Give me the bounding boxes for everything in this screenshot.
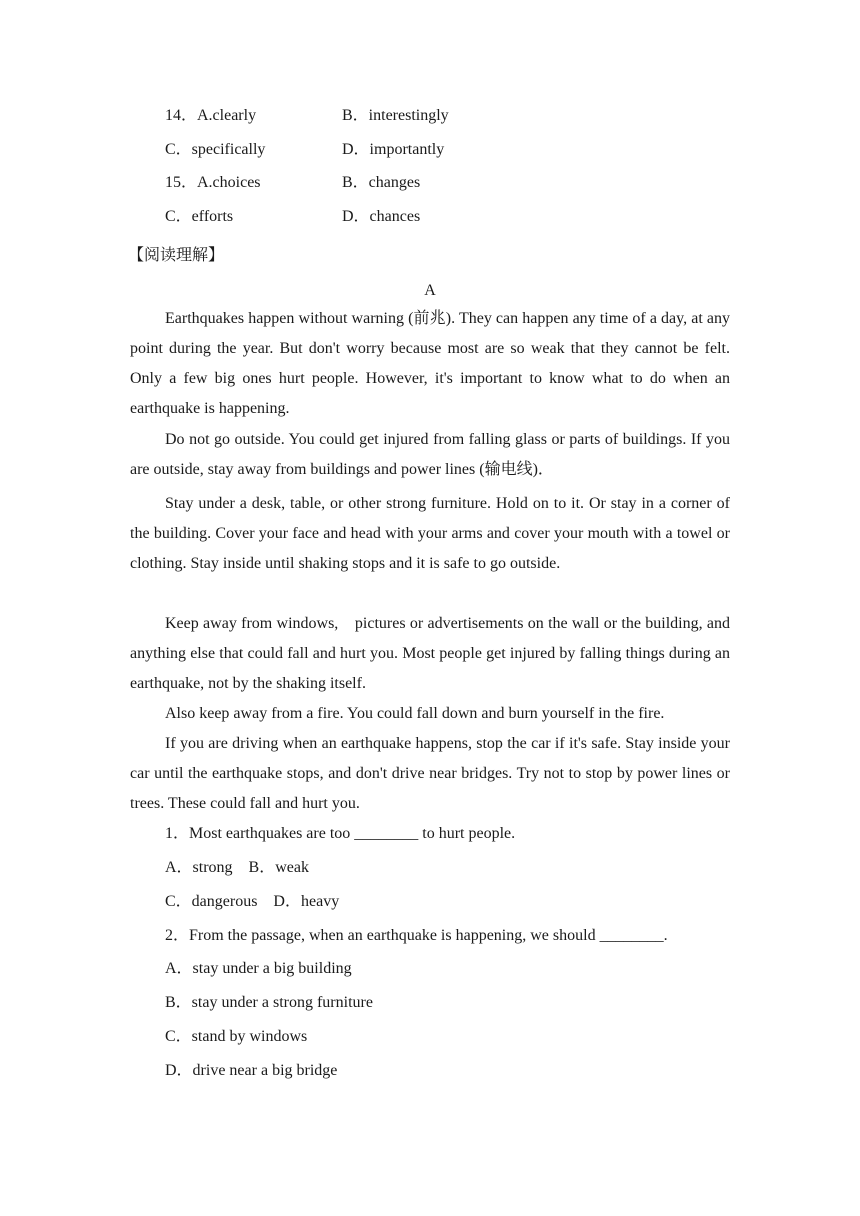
question-option: C．stand by windows: [165, 1028, 308, 1045]
paragraph: Also keep away from a fire. You could fall down and burn yourself in the fire.: [165, 705, 665, 722]
option-row: [165, 105, 449, 127]
section-heading: 【阅读理解】: [128, 247, 225, 264]
question-options: A．strong B．weak: [165, 859, 309, 876]
passage-title: A: [424, 282, 436, 299]
option-c: C．efforts: [165, 208, 234, 225]
paragraph: Keep away from windows, pictures or advertisements on the wall or the building, and anything else that could fall and hurt you. Most people get injured by falling things during an earthquake, not by the shaking itself.: [130, 615, 730, 692]
paragraph: Stay under a desk, table, or other strong furniture. Hold on to it. Or stay in a corner of the building. Cover your face and head with your arms and cover your mouth with a towel or clothing. Stay inside until shaking stops and it is safe to go outside.: [130, 495, 730, 572]
question-stem: 2．From the passage, when an earthquake is happening, we should ________.: [165, 927, 668, 944]
option-b: B．interestingly: [342, 107, 449, 124]
option-d: D．chances: [342, 208, 421, 225]
question-option: A．stay under a big building: [165, 960, 352, 977]
paragraph: If you are driving when an earthquake happens, stop the car if it's safe. Stay inside your car until the earthquake stops, and don't drive near bridges. Try not to stop by power lines or trees. These could fall and hurt you.: [130, 735, 730, 812]
option-d: D．importantly: [342, 141, 445, 158]
question-option: D．drive near a big bridge: [165, 1062, 338, 1079]
question-option: B．stay under a strong furniture: [165, 994, 373, 1011]
option-c: C．specifically: [165, 141, 266, 158]
question-stem: 1．Most earthquakes are too ________ to hurt people.: [165, 825, 516, 842]
option-b: B．changes: [342, 174, 421, 191]
option-row: [165, 139, 445, 161]
paragraph: Do not go outside. You could get injured from falling glass or parts of buildings. If you are outside, stay away from buildings and power lines (输电线)．: [130, 431, 730, 478]
option-a: 15．A.choices: [165, 174, 261, 191]
option-a: 14．A.clearly: [165, 107, 257, 124]
option-row: [165, 206, 421, 228]
option-row: [165, 172, 421, 194]
question-options: C．dangerous D．heavy: [165, 893, 340, 910]
paragraph: Earthquakes happen without warning (前兆). They can happen any time of a day, at any point during the year. But don't worry because most are so weak that they cannot be felt. Only a few big ones hurt people. However, it's important to know what to do when an earthquake is happening.: [130, 310, 730, 417]
